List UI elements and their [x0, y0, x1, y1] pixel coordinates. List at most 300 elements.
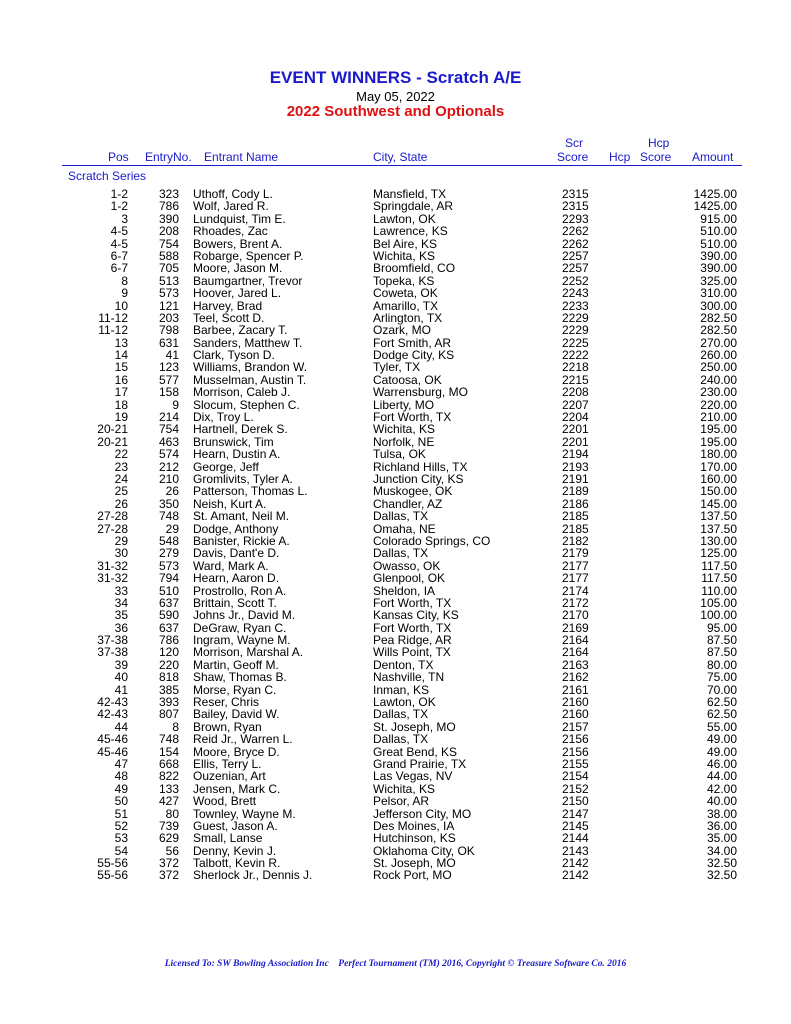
pos-cell: 20-21 [97, 422, 128, 437]
pos-cell: 55-56 [97, 868, 128, 883]
scratch-score-cell: 2201 [562, 422, 589, 437]
entry-no-cell: 590 [158, 608, 179, 623]
table-row [0, 869, 791, 881]
amount-cell: 87.50 [706, 633, 737, 648]
scratch-score-cell: 2160 [562, 707, 589, 722]
entrant-name-cell: Clark, Tyson D. [193, 348, 275, 363]
scratch-score-cell: 2157 [562, 719, 589, 734]
pos-cell: 52 [114, 818, 128, 833]
city-state-cell: Nashville, TN [373, 670, 445, 685]
entrant-name-cell: Robarge, Spencer P. [193, 248, 304, 263]
city-state-cell: Pea Ridge, AR [373, 633, 452, 648]
amount-cell: 130.00 [700, 533, 737, 548]
scratch-score-cell: 2257 [562, 248, 589, 263]
scratch-score-cell: 2215 [562, 372, 589, 387]
city-state-cell: Fort Worth, TX [373, 410, 452, 425]
amount-cell: 75.00 [706, 670, 737, 685]
pos-cell: 9 [121, 286, 128, 301]
pos-cell: 24 [114, 471, 128, 486]
entrant-name-cell: Wood, Brett [193, 794, 257, 809]
city-state-cell: Junction City, KS [373, 471, 464, 486]
entry-no-cell: 220 [158, 657, 179, 672]
entrant-name-cell: Bailey, David W. [193, 707, 280, 722]
amount-cell: 282.50 [700, 310, 737, 325]
pos-cell: 23 [114, 459, 128, 474]
amount-cell: 282.50 [700, 323, 737, 338]
entry-no-cell: 208 [158, 224, 179, 239]
entrant-name-cell: Banister, Rickie A. [193, 533, 290, 548]
amount-cell: 150.00 [700, 484, 737, 499]
table-row [0, 510, 791, 522]
table-row [0, 287, 791, 299]
scratch-score-cell: 2189 [562, 484, 589, 499]
pos-cell: 6-7 [110, 261, 128, 276]
report-title: EVENT WINNERS - Scratch A/E [269, 68, 522, 87]
city-state-cell: Des Moines, IA [373, 818, 455, 833]
header-city: City, State [373, 150, 428, 164]
table-row [0, 671, 791, 683]
pos-cell: 18 [114, 397, 128, 412]
city-state-cell: Great Bend, KS [373, 744, 458, 759]
entrant-name-cell: Barbee, Zacary T. [193, 323, 288, 338]
city-state-cell: Dallas, TX [373, 546, 429, 561]
scratch-score-cell: 2177 [562, 558, 589, 573]
results-table [0, 188, 791, 882]
amount-cell: 180.00 [700, 447, 737, 462]
pos-cell: 47 [114, 756, 128, 771]
entry-no-cell: 279 [158, 546, 179, 561]
pos-cell: 45-46 [97, 744, 128, 759]
pos-cell: 26 [114, 496, 128, 511]
entry-no-cell: 123 [158, 360, 179, 375]
pos-cell: 53 [114, 831, 128, 846]
scratch-score-cell: 2257 [562, 261, 589, 276]
pos-cell: 51 [114, 806, 128, 821]
city-state-cell: Tyler, TX [373, 360, 421, 375]
scratch-score-cell: 2204 [562, 410, 589, 425]
pos-cell: 15 [114, 360, 128, 375]
amount-cell: 62.50 [706, 695, 737, 710]
city-state-cell: Ozark, MO [373, 323, 432, 338]
entry-no-cell: 203 [158, 310, 179, 325]
header-hcp-score: Score [640, 150, 672, 164]
amount-cell: 105.00 [700, 595, 737, 610]
city-state-cell: Wills Point, TX [373, 645, 451, 660]
pos-cell: 13 [114, 335, 128, 350]
city-state-cell: Springdale, AR [373, 199, 454, 214]
city-state-cell: Wichita, KS [373, 422, 436, 437]
city-state-cell: Oklahoma City, OK [373, 843, 475, 858]
entrant-name-cell: Dodge, Anthony [193, 521, 279, 536]
entrant-name-cell: Prostrollo, Ron A. [193, 583, 287, 598]
city-state-cell: Owasso, OK [373, 558, 441, 573]
pos-cell: 54 [114, 843, 128, 858]
scratch-score-cell: 2169 [562, 620, 589, 635]
amount-cell: 240.00 [700, 372, 737, 387]
entrant-name-cell: Jensen, Mark C. [193, 781, 281, 796]
entry-no-cell: 739 [158, 818, 179, 833]
entrant-name-cell: Martin, Geoff M. [193, 657, 279, 672]
scratch-score-cell: 2225 [562, 335, 589, 350]
scratch-score-cell: 2201 [562, 434, 589, 449]
amount-cell: 95.00 [706, 620, 737, 635]
scratch-score-cell: 2170 [562, 608, 589, 623]
header-amount: Amount [692, 150, 734, 164]
pos-cell: 34 [114, 595, 128, 610]
scratch-score-cell: 2218 [562, 360, 589, 375]
scratch-score-cell: 2163 [562, 657, 589, 672]
city-state-cell: Lawton, OK [373, 695, 436, 710]
pos-cell: 41 [114, 682, 128, 697]
city-state-cell: Pelsor, AR [373, 794, 430, 809]
table-row [0, 200, 791, 212]
entrant-name-cell: Ouzenian, Art [193, 769, 266, 784]
header-entry: EntryNo. [145, 150, 192, 164]
pos-cell: 31-32 [97, 558, 128, 573]
header-pos: Pos [108, 150, 129, 164]
amount-cell: 117.50 [701, 571, 737, 586]
pos-cell: 40 [114, 670, 128, 685]
entrant-name-cell: Uthoff, Cody L. [193, 187, 273, 201]
table-row [0, 386, 791, 398]
scratch-score-cell: 2142 [562, 856, 589, 871]
scratch-score-cell: 2145 [562, 818, 589, 833]
pos-cell: 8 [121, 273, 128, 288]
scratch-score-cell: 2194 [562, 447, 589, 462]
amount-cell: 80.00 [706, 657, 737, 672]
entrant-name-cell: Guest, Jason A. [193, 818, 278, 833]
city-state-cell: Rock Port, MO [373, 868, 452, 883]
entrant-name-cell: Small, Lanse [193, 831, 263, 846]
city-state-cell: Wichita, KS [373, 781, 436, 796]
pos-cell: 10 [114, 298, 128, 313]
city-state-cell: Mansfield, TX [373, 187, 447, 201]
pos-cell: 1-2 [110, 199, 128, 214]
scratch-score-cell: 2252 [562, 273, 589, 288]
header-divider [62, 165, 742, 166]
entrant-name-cell: Bowers, Brent A. [193, 236, 283, 251]
entry-no-cell: 427 [158, 794, 179, 809]
entrant-name-cell: Patterson, Thomas L. [193, 484, 308, 499]
city-state-cell: Jefferson City, MO [373, 806, 472, 821]
entry-no-cell: 510 [158, 583, 179, 598]
pos-cell: 27-28 [97, 509, 128, 524]
city-state-cell: Omaha, NE [373, 521, 436, 536]
entry-no-cell: 56 [165, 843, 179, 858]
entrant-name-cell: Talbott, Kevin R. [193, 856, 281, 871]
amount-cell: 310.00 [700, 286, 737, 301]
entrant-name-cell: Williams, Brandon W. [193, 360, 308, 375]
entrant-name-cell: Lundquist, Tim E. [193, 211, 286, 226]
pos-cell: 39 [114, 657, 128, 672]
pos-cell: 45-46 [97, 732, 128, 747]
scratch-score-cell: 2142 [562, 868, 589, 883]
section-label: Scratch Series [68, 169, 147, 183]
city-state-cell: Denton, TX [373, 657, 434, 672]
entry-no-cell: 548 [158, 533, 179, 548]
amount-cell: 40.00 [706, 794, 737, 809]
amount-cell: 195.00 [700, 422, 737, 437]
amount-cell: 38.00 [706, 806, 737, 821]
amount-cell: 915.00 [700, 211, 737, 226]
amount-cell: 390.00 [700, 261, 737, 276]
pos-cell: 36 [114, 620, 128, 635]
scratch-score-cell: 2160 [562, 695, 589, 710]
entrant-name-cell: Baumgartner, Trevor [193, 273, 303, 288]
table-row [0, 448, 791, 460]
table-row [0, 832, 791, 844]
table-row [0, 361, 791, 373]
amount-cell: 32.50 [706, 856, 737, 871]
amount-cell: 42.00 [706, 781, 737, 796]
entry-no-cell: 631 [158, 335, 179, 350]
entrant-name-cell: Sherlock Jr., Dennis J. [193, 868, 313, 883]
scratch-score-cell: 2229 [562, 323, 589, 338]
scratch-score-cell: 2293 [562, 211, 589, 226]
city-state-cell: Broomfield, CO [373, 261, 456, 276]
pos-cell: 48 [114, 769, 128, 784]
city-state-cell: Dodge City, KS [373, 348, 455, 363]
city-state-cell: Arlington, TX [373, 310, 443, 325]
entrant-name-cell: Musselman, Austin T. [193, 372, 307, 387]
table-row [0, 770, 791, 782]
entry-no-cell: 214 [158, 410, 179, 425]
entry-no-cell: 637 [158, 595, 179, 610]
amount-cell: 137.50 [700, 521, 737, 536]
license-footer: Licensed To: SW Bowling Association Inc Perfect Tournament (TM) 2016, Copyright © Treasure Software Co. 2016 [164, 959, 627, 969]
entrant-name-cell: Brittain, Scott T. [193, 595, 277, 610]
entry-no-cell: 754 [158, 236, 179, 251]
entrant-name-cell: Harvey, Brad [193, 298, 263, 313]
city-state-cell: Lawton, OK [373, 211, 436, 226]
amount-cell: 70.00 [706, 682, 737, 697]
amount-cell: 62.50 [706, 707, 737, 722]
pos-cell: 29 [114, 533, 128, 548]
pos-cell: 20-21 [97, 434, 128, 449]
entrant-name-cell: Brown, Ryan [193, 719, 262, 734]
amount-cell: 230.00 [700, 385, 737, 400]
entry-no-cell: 41 [165, 348, 179, 363]
entrant-name-cell: Ward, Mark A. [193, 558, 269, 573]
city-state-cell: Richland Hills, TX [373, 459, 468, 474]
scratch-score-cell: 2185 [562, 509, 589, 524]
scratch-score-cell: 2229 [562, 310, 589, 325]
pos-cell: 25 [114, 484, 128, 499]
city-state-cell: Wichita, KS [373, 248, 436, 263]
entry-no-cell: 588 [158, 248, 179, 263]
city-state-cell: Las Vegas, NV [373, 769, 453, 784]
entry-no-cell: 8 [172, 719, 179, 734]
scratch-score-cell: 2243 [562, 286, 589, 301]
amount-cell: 117.50 [701, 558, 737, 573]
pos-cell: 14 [114, 348, 128, 363]
entrant-name-cell: Hearn, Aaron D. [193, 571, 280, 586]
scratch-score-cell: 2156 [562, 732, 589, 747]
pos-cell: 30 [114, 546, 128, 561]
pos-cell: 37-38 [97, 645, 128, 660]
pos-cell: 33 [114, 583, 128, 598]
city-state-cell: Kansas City, KS [373, 608, 459, 623]
city-state-cell: Lawrence, KS [373, 224, 448, 239]
city-state-cell: Bel Aire, KS [373, 236, 438, 251]
scratch-score-cell: 2191 [562, 471, 589, 486]
amount-cell: 49.00 [706, 744, 737, 759]
amount-cell: 55.00 [706, 719, 737, 734]
pos-cell: 31-32 [97, 571, 128, 586]
entry-no-cell: 794 [158, 571, 179, 586]
scratch-score-cell: 2147 [562, 806, 589, 821]
entrant-name-cell: Reid Jr., Warren L. [193, 732, 293, 747]
city-state-cell: Amarillo, TX [373, 298, 439, 313]
amount-cell: 195.00 [700, 434, 737, 449]
entrant-name-cell: Sanders, Matthew T. [193, 335, 303, 350]
entry-no-cell: 29 [165, 521, 179, 536]
scratch-score-cell: 2179 [562, 546, 589, 561]
entrant-name-cell: Davis, Dant'e D. [193, 546, 280, 561]
entry-no-cell: 754 [158, 422, 179, 437]
scratch-score-cell: 2162 [562, 670, 589, 685]
amount-cell: 260.00 [700, 348, 737, 363]
scratch-score-cell: 2222 [562, 348, 589, 363]
header-scr-top: Scr [565, 136, 583, 150]
pos-cell: 4-5 [110, 224, 128, 239]
table-row [0, 225, 791, 237]
entrant-name-cell: Ellis, Terry L. [193, 756, 262, 771]
report-subtitle: 2022 Southwest and Optionals [286, 103, 505, 120]
entrant-name-cell: Hartnell, Derek S. [193, 422, 288, 437]
entrant-name-cell: Ingram, Wayne M. [193, 633, 291, 648]
entry-no-cell: 372 [158, 856, 179, 871]
amount-cell: 220.00 [700, 397, 737, 412]
entry-no-cell: 393 [158, 695, 179, 710]
entry-no-cell: 573 [158, 286, 179, 301]
city-state-cell: Catoosa, OK [373, 372, 442, 387]
scratch-score-cell: 2143 [562, 843, 589, 858]
entry-no-cell: 637 [158, 620, 179, 635]
pos-cell: 17 [114, 385, 128, 400]
pos-cell: 42-43 [97, 707, 128, 722]
table-row [0, 324, 791, 336]
entry-no-cell: 748 [158, 732, 179, 747]
amount-cell: 1425.00 [693, 199, 737, 214]
city-state-cell: Liberty, MO [373, 397, 435, 412]
city-state-cell: Topeka, KS [373, 273, 435, 288]
entrant-name-cell: George, Jeff [193, 459, 259, 474]
entrant-name-cell: Morrison, Marshal A. [193, 645, 304, 660]
entrant-name-cell: Brunswick, Tim [193, 434, 274, 449]
scratch-score-cell: 2174 [562, 583, 589, 598]
amount-cell: 145.00 [700, 496, 737, 511]
scratch-score-cell: 2164 [562, 645, 589, 660]
entrant-name-cell: Johns Jr., David M. [193, 608, 296, 623]
city-state-cell: Fort Worth, TX [373, 595, 452, 610]
city-state-cell: Glenpool, OK [373, 571, 446, 586]
entrant-name-cell: Dix, Troy L. [193, 410, 254, 425]
city-state-cell: St. Joseph, MO [373, 719, 456, 734]
entrant-name-cell: Hoover, Jared L. [193, 286, 282, 301]
amount-cell: 87.50 [706, 645, 737, 660]
scratch-score-cell: 2315 [562, 187, 589, 201]
pos-cell: 35 [114, 608, 128, 623]
table-row [0, 485, 791, 497]
entry-no-cell: 390 [158, 211, 179, 226]
table-row [0, 609, 791, 621]
amount-cell: 36.00 [706, 818, 737, 833]
city-state-cell: Dallas, TX [373, 707, 429, 722]
scratch-score-cell: 2152 [562, 781, 589, 796]
entry-no-cell: 9 [172, 397, 179, 412]
scratch-score-cell: 2155 [562, 756, 589, 771]
pos-cell: 37-38 [97, 633, 128, 648]
pos-cell: 55-56 [97, 856, 128, 871]
scratch-score-cell: 2193 [562, 459, 589, 474]
entrant-name-cell: Denny, Kevin J. [193, 843, 277, 858]
city-state-cell: Norfolk, NE [373, 434, 435, 449]
amount-cell: 390.00 [700, 248, 737, 263]
table-row [0, 708, 791, 720]
entry-no-cell: 212 [158, 459, 179, 474]
amount-cell: 325.00 [700, 273, 737, 288]
amount-cell: 125.00 [700, 546, 737, 561]
entrant-name-cell: Hearn, Dustin A. [193, 447, 281, 462]
amount-cell: 44.00 [706, 769, 737, 784]
entrant-name-cell: Morrison, Caleb J. [193, 385, 291, 400]
entry-no-cell: 748 [158, 509, 179, 524]
entrant-name-cell: Moore, Jason M. [193, 261, 283, 276]
entrant-name-cell: Slocum, Stephen C. [193, 397, 300, 412]
entrant-name-cell: Townley, Wayne M. [193, 806, 296, 821]
city-state-cell: Colorado Springs, CO [373, 533, 491, 548]
pos-cell: 11-12 [98, 323, 128, 338]
entrant-name-cell: Teel, Scott D. [193, 310, 265, 325]
city-state-cell: Chandler, AZ [373, 496, 443, 511]
header-hcp: Hcp [609, 150, 631, 164]
table-row [0, 262, 791, 274]
entrant-name-cell: Neish, Kurt A. [193, 496, 267, 511]
amount-cell: 270.00 [700, 335, 737, 350]
scratch-score-cell: 2233 [562, 298, 589, 313]
entry-no-cell: 26 [165, 484, 179, 499]
header-scr-score: Score [557, 150, 589, 164]
amount-cell: 170.00 [700, 459, 737, 474]
scratch-score-cell: 2185 [562, 521, 589, 536]
table-row [0, 423, 791, 435]
entrant-name-cell: Shaw, Thomas B. [193, 670, 287, 685]
entry-no-cell: 807 [158, 707, 179, 722]
scratch-score-cell: 2154 [562, 769, 589, 784]
scratch-score-cell: 2177 [562, 571, 589, 586]
scratch-score-cell: 2315 [562, 199, 589, 214]
header-hcp-top: Hcp [648, 136, 670, 150]
entry-no-cell: 133 [158, 781, 179, 796]
scratch-score-cell: 2144 [562, 831, 589, 846]
amount-cell: 46.00 [706, 756, 737, 771]
entrant-name-cell: St. Amant, Neil M. [193, 509, 290, 524]
table-row [0, 646, 791, 658]
scratch-score-cell: 2150 [562, 794, 589, 809]
entry-no-cell: 574 [158, 447, 179, 462]
entry-no-cell: 385 [158, 682, 179, 697]
table-row [0, 795, 791, 807]
pos-cell: 11-12 [98, 310, 128, 325]
header-name: Entrant Name [204, 150, 279, 164]
city-state-cell: Warrensburg, MO [373, 385, 468, 400]
city-state-cell: Dallas, TX [373, 732, 429, 747]
entry-no-cell: 323 [158, 187, 179, 201]
entrant-name-cell: Wolf, Jared R. [193, 199, 269, 214]
entrant-name-cell: Reser, Chris [193, 695, 260, 710]
pos-cell: 19 [114, 410, 128, 425]
